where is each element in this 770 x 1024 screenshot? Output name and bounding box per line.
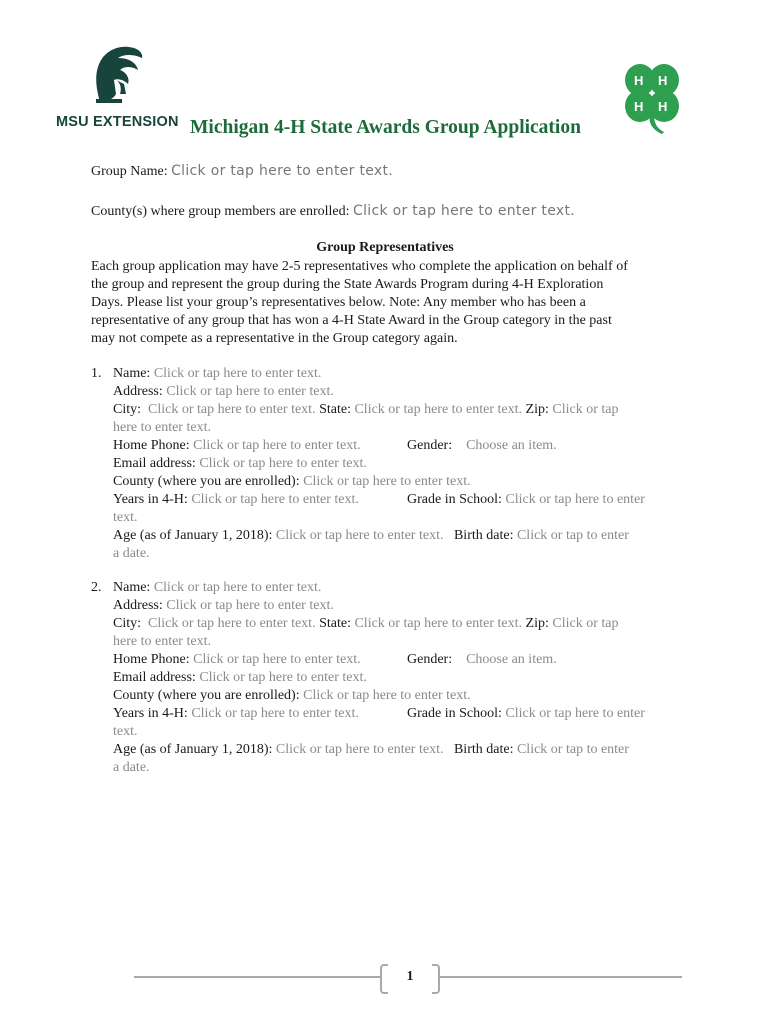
- age-field[interactable]: Click or tap here to enter text.: [275, 742, 444, 757]
- paragraph-line: Days. Please list your group’s representatives below. Note: Any member who has been a: [91, 295, 586, 310]
- gender-label: Gender:: [407, 652, 453, 667]
- years-label: Years in 4-H:: [113, 492, 188, 507]
- birth-date-label: Birth date:: [453, 742, 514, 757]
- msu-extension-logo: [56, 30, 179, 135]
- grade-label: Grade in School:: [407, 706, 502, 721]
- county-enrolled-label: County (where you are enrolled):: [113, 474, 300, 489]
- svg-text:H: H: [634, 73, 644, 88]
- county-enrolled-field[interactable]: Click or tap here to enter text.: [303, 688, 471, 703]
- zip-field[interactable]: Click or tap: [552, 616, 619, 631]
- representatives-heading: Group Representatives: [316, 240, 454, 255]
- paragraph-line: may not compete as a representative in the Group category again.: [91, 331, 458, 346]
- email-field[interactable]: Click or tap here to enter text.: [199, 456, 367, 471]
- zip-field[interactable]: Click or tap: [552, 402, 619, 417]
- county-field[interactable]: Click or tap here to enter text.: [353, 203, 575, 219]
- birth-date-field-continued[interactable]: a date.: [113, 546, 150, 561]
- birth-date-label: Birth date:: [453, 528, 514, 543]
- representatives-paragraph: [91, 258, 681, 348]
- years-field[interactable]: Click or tap here to enter text.: [191, 706, 359, 721]
- home-phone-label: Home Phone:: [113, 652, 190, 667]
- address-label: Address:: [113, 598, 163, 613]
- 4h-clover-icon: [612, 58, 690, 136]
- entry-number: 1.: [91, 366, 102, 381]
- state-field[interactable]: Click or tap here to enter text.: [354, 402, 523, 417]
- city-field[interactable]: Click or tap here to enter text.: [148, 616, 316, 631]
- county-enrolled-label: County (where you are enrolled):: [113, 688, 300, 703]
- name-label: Name:: [113, 580, 151, 595]
- county-enrolled-field[interactable]: Click or tap here to enter text.: [303, 474, 471, 489]
- email-label: Email address:: [113, 670, 196, 685]
- years-field[interactable]: Click or tap here to enter text.: [191, 492, 359, 507]
- gender-dropdown[interactable]: Choose an item.: [466, 652, 557, 667]
- age-label: Age (as of January 1, 2018):: [113, 742, 273, 757]
- zip-field-continued[interactable]: here to enter text.: [113, 420, 211, 435]
- address-label: Address:: [113, 384, 163, 399]
- grade-field[interactable]: Click or tap here to enter: [505, 492, 645, 507]
- state-label: State:: [319, 402, 351, 417]
- grade-field-continued[interactable]: text.: [113, 724, 138, 739]
- grade-label: Grade in School:: [407, 492, 502, 507]
- city-label: City:: [113, 616, 142, 631]
- name-field[interactable]: Click or tap here to enter text.: [153, 366, 322, 381]
- paragraph-line: representative of any group that has won a 4-H State Award in the Group category in the past: [91, 313, 612, 328]
- name-field[interactable]: Click or tap here to enter text.: [153, 580, 322, 595]
- zip-field-continued[interactable]: here to enter text.: [113, 634, 211, 649]
- years-label: Years in 4-H:: [113, 706, 188, 721]
- footer-rule-left: [134, 976, 380, 978]
- name-label: Name:: [113, 366, 151, 381]
- group-name-label: Group Name:: [91, 164, 168, 179]
- email-field[interactable]: Click or tap here to enter text.: [199, 670, 367, 685]
- age-field[interactable]: Click or tap here to enter text.: [275, 528, 444, 543]
- county-row: [91, 203, 575, 220]
- birth-date-field[interactable]: Click or tap to enter: [516, 528, 629, 543]
- home-phone-label: Home Phone:: [113, 438, 190, 453]
- grade-field-continued[interactable]: text.: [113, 510, 138, 525]
- email-label: Email address:: [113, 456, 196, 471]
- address-field[interactable]: Click or tap here to enter text.: [166, 598, 334, 613]
- home-phone-field[interactable]: Click or tap here to enter text.: [193, 438, 361, 453]
- county-label: County(s) where group members are enrolled:: [91, 204, 350, 219]
- city-field[interactable]: Click or tap here to enter text.: [148, 402, 316, 417]
- home-phone-field[interactable]: Click or tap here to enter text.: [193, 652, 361, 667]
- page-title: Michigan 4-H State Awards Group Application: [190, 117, 581, 138]
- state-label: State:: [319, 616, 351, 631]
- grade-field[interactable]: Click or tap here to enter: [505, 706, 645, 721]
- birth-date-field-continued[interactable]: a date.: [113, 760, 150, 775]
- gender-dropdown[interactable]: Choose an item.: [466, 438, 557, 453]
- entry-number: 2.: [91, 580, 102, 595]
- footer-rule-right: [440, 976, 682, 978]
- svg-text:H: H: [658, 99, 668, 114]
- address-field[interactable]: Click or tap here to enter text.: [166, 384, 334, 399]
- group-name-row: [91, 163, 393, 180]
- zip-label: Zip:: [525, 402, 549, 417]
- spartan-helmet-icon: [90, 44, 144, 104]
- paragraph-line: the group and represent the group during the State Awards Program during 4-H Exploration: [91, 277, 604, 292]
- zip-label: Zip:: [525, 616, 549, 631]
- age-label: Age (as of January 1, 2018):: [113, 528, 273, 543]
- gender-label: Gender:: [407, 438, 453, 453]
- page-number: 1: [406, 969, 414, 984]
- birth-date-field[interactable]: Click or tap to enter: [516, 742, 629, 757]
- svg-text:H: H: [634, 99, 644, 114]
- svg-text:H: H: [658, 73, 668, 88]
- paragraph-line: Each group application may have 2-5 representatives who complete the application on behalf of: [91, 259, 628, 274]
- state-field[interactable]: Click or tap here to enter text.: [354, 616, 523, 631]
- city-label: City:: [113, 402, 142, 417]
- msu-extension-wordmark: MSU EXTENSION: [56, 114, 179, 130]
- group-name-field[interactable]: Click or tap here to enter text.: [171, 163, 394, 179]
